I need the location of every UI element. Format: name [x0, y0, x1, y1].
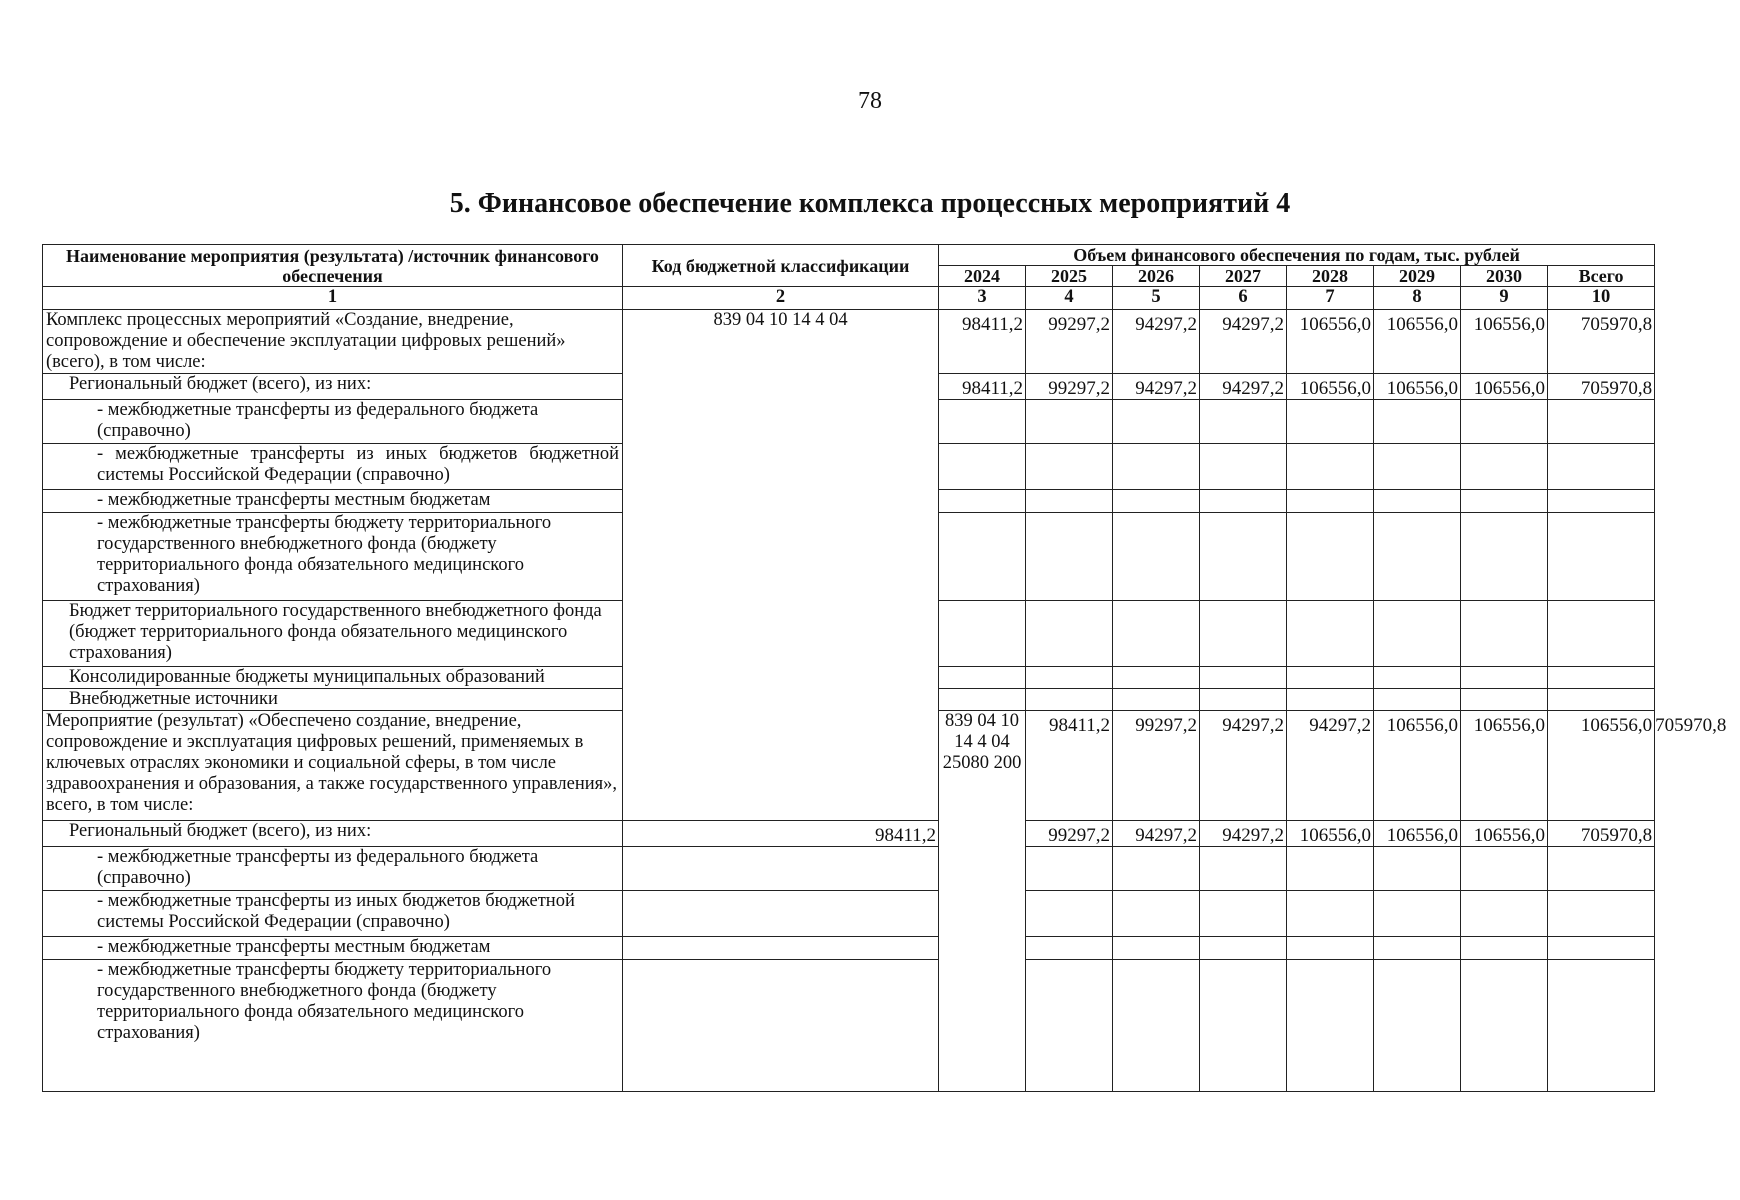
header-code: Код бюджетной классификации [623, 245, 939, 287]
value-cell: 98411,2 [1026, 711, 1113, 821]
value-cell: 106556,0 [1374, 821, 1461, 847]
row-name: - межбюджетные трансферты местным бюджетам [43, 937, 623, 960]
column-number-row [43, 287, 1655, 310]
value-cell: 94297,2 [1287, 711, 1374, 821]
value-cell: 99297,2 [1026, 821, 1113, 847]
value-cell: 94297,2 [1200, 374, 1287, 400]
row-name: Мероприятие (результат) «Обеспечено создание, внедрение, сопровождение и эксплуатация цифровых решений, применяемых в ключевых отраслях экономики и социальной сферы, в том числе здравоохранения и образования, а также государственного управления», всего, в том числе: [43, 711, 623, 821]
table-row: Мероприятие (результат) «Обеспечено создание, внедрение, сопровождение и эксплуатация цифровых решений, применяемых в ключевых отраслях экономики и социальной сферы, в том числе здравоохранения и образования, а также государственного управления», всего, в том числе: 839 04 10 14 4 04 25080 200 98411,2 99297,2 94297,2 94297,2 106556,0 106556,0 106556,0 705970,8 [43, 711, 1655, 821]
header-year: 2026 [1113, 266, 1200, 287]
row-name: - межбюджетные трансферты бюджету территориального государственного внебюджетного фонда (бюджету территориального фонда обязательного медицинского страхования) [43, 960, 623, 1092]
value-cell: 94297,2 [1200, 310, 1287, 374]
table-row [43, 847, 1655, 891]
column-number: 7 [1287, 287, 1374, 310]
value-cell: 94297,2 [1113, 310, 1200, 374]
row-name: Консолидированные бюджеты муниципальных образований [43, 667, 623, 689]
table-row [43, 821, 1655, 847]
row-name: - межбюджетные трансферты из федерального бюджета (справочно) [43, 847, 623, 891]
table-row [43, 937, 1655, 960]
header-volume: Объем финансового обеспечения по годам, тыс. рублей [939, 245, 1655, 266]
header-year: 2028 [1287, 266, 1374, 287]
header-year: 2029 [1374, 266, 1461, 287]
table-row [43, 960, 1655, 1092]
column-number: 2 [623, 287, 939, 310]
value-cell: 94297,2 [1200, 821, 1287, 847]
row-name: Региональный бюджет (всего), из них: [43, 374, 623, 400]
column-number: 3 [939, 287, 1026, 310]
value-cell: 106556,0 [1287, 374, 1374, 400]
value-cell: 98411,2 [939, 374, 1026, 400]
row-name: - межбюджетные трансферты из федерального бюджета (справочно) [43, 400, 623, 444]
value-cell: 106556,0 [1461, 310, 1548, 374]
value-cell: 106556,0 [1374, 374, 1461, 400]
value-cell: 705970,8 [1548, 310, 1655, 374]
row-name: - межбюджетные трансферты бюджету территориального государственного внебюджетного фонда (бюджету территориального фонда обязательного медицинского страхования) [43, 513, 623, 601]
value-cell: 94297,2 [1113, 374, 1200, 400]
column-number: 6 [1200, 287, 1287, 310]
value-cell: 94297,2 [1113, 821, 1200, 847]
header-year: 2030 [1461, 266, 1548, 287]
column-number: 10 [1548, 287, 1655, 310]
header-row [43, 245, 1655, 266]
row-name: Внебюджетные источники [43, 689, 623, 711]
header-year: 2027 [1200, 266, 1287, 287]
page-number: 78 [858, 88, 882, 114]
value-cell: 106556,0 [1548, 711, 1655, 821]
budget-code: 839 04 10 14 4 04 25080 200 [939, 711, 1026, 1092]
value-cell: 106556,0 [1374, 310, 1461, 374]
row-name: - межбюджетные трансферты из иных бюджетов бюджетной системы Российской Федерации (справочно) [43, 891, 623, 937]
column-number: 8 [1374, 287, 1461, 310]
row-name: Комплекс процессных мероприятий «Создание, внедрение, сопровождение и обеспечение эксплуатации цифровых решений» (всего), в том числе: [43, 310, 623, 374]
value-cell: 705970,8 [1548, 374, 1655, 400]
value-cell: 99297,2 [1113, 711, 1200, 821]
financing-table [42, 244, 1727, 1092]
value-cell: 98411,2 [623, 821, 939, 847]
value-cell: 99297,2 [1026, 310, 1113, 374]
value-cell: 106556,0 [1374, 711, 1461, 821]
value-cell: 106556,0 [1461, 374, 1548, 400]
row-name: Бюджет территориального государственного внебюджетного фонда (бюджет территориального фонда обязательного медицинского страхования) [43, 601, 623, 667]
column-number: 1 [43, 287, 623, 310]
row-name: - межбюджетные трансферты из иных бюджетов бюджетной системы Российской Федерации (справочно) [43, 444, 623, 490]
value-cell: 106556,0 [1461, 711, 1548, 821]
page-title: 5. Финансовое обеспечение комплекса процессных мероприятий 4 [449, 188, 1291, 219]
value-cell: 94297,2 [1200, 711, 1287, 821]
column-number: 5 [1113, 287, 1200, 310]
column-number: 9 [1461, 287, 1548, 310]
column-number: 4 [1026, 287, 1113, 310]
value-cell: 705970,8 [1548, 821, 1655, 847]
value-cell: 99297,2 [1026, 374, 1113, 400]
table-row [43, 891, 1655, 937]
header-total: Всего [1548, 266, 1655, 287]
row-name: Региональный бюджет (всего), из них: [43, 821, 623, 847]
value-cell: 106556,0 [1461, 821, 1548, 847]
value-cell: 106556,0 [1287, 310, 1374, 374]
value-cell: 98411,2 [939, 310, 1026, 374]
header-year: 2025 [1026, 266, 1113, 287]
value-cell: 106556,0 [1287, 821, 1374, 847]
budget-code: 839 04 10 14 4 04 [623, 310, 939, 821]
header-name: Наименование мероприятия (результата) /источник финансового обеспечения [43, 245, 623, 287]
row-name: - межбюджетные трансферты местным бюджетам [43, 490, 623, 513]
table-row [43, 310, 1655, 374]
header-year: 2024 [939, 266, 1026, 287]
